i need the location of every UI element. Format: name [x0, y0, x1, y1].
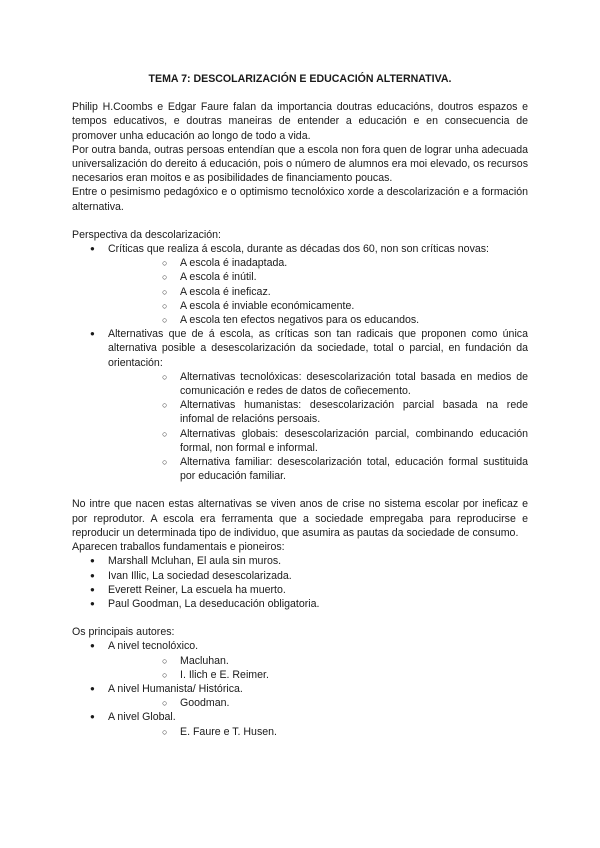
sub-list-item: ○ A escola é inútil. — [108, 270, 528, 284]
sub-list-item: ○ Alternativa familiar: desescolarización total, educación formal sustituida por educación familiar. — [108, 455, 528, 483]
crisis-paragraph: No intre que nacen estas alternativas se viven anos de crise no sistema escolar por ineficaz e por reprodutor. A escola era ferramenta que a sociedade empregaba para reproducirse e reproducir un determinada tipo de individuo, que asumira as pautas da sociedade de consumo. — [72, 498, 528, 539]
sub-list — [144, 725, 528, 739]
authors-heading: Os principais autores: — [72, 626, 175, 639]
list-item — [72, 710, 528, 738]
sub-list — [144, 696, 528, 710]
list-item-text: A nivel Global. — [108, 711, 176, 724]
sub-list-item: ○ A escola ten efectos negativos para os educandos. — [108, 313, 528, 327]
sub-list-item: ○ A escola é inviable económicamente. — [108, 299, 528, 313]
sub-list-item: ○ Alternativas globais: desescolarización parcial, combinando educación formal, non formal e informal. — [108, 427, 528, 455]
sub-list-item: ○ Goodman. — [108, 696, 528, 710]
sub-list-item: ○ Macluhan. — [108, 654, 528, 668]
intro-paragraph-3: Entre o pesimismo pedagóxico e o optimismo tecnolóxico xorde a descolarización e a formación alternativa. — [72, 186, 528, 213]
list-item-text: Críticas que realiza á escola, durante as décadas dos 60, non son críticas novas: — [108, 243, 490, 256]
sub-list-item: ○ A escola é inadaptada. — [108, 256, 528, 270]
list-item: ● Marshall Mcluhan, El aula sin muros. — [72, 554, 528, 568]
list-item — [72, 242, 528, 327]
sub-list — [144, 654, 528, 682]
sub-list — [144, 370, 528, 484]
sub-list-item: ○ Alternativas humanistas: desescolarización parcial basada na rede infomal de relacións persoais. — [108, 398, 528, 426]
intro-paragraph-2: Por outra banda, outras persoas entendían que a escola non fora quen de lograr unha adecuada universalización do dereito á educación, pois o número de alumnos era moi elevado, os recursos necesarios eran moitos e as posibilidades de financiamento poucas. — [72, 143, 528, 185]
document-title: TEMA 7: DESCOLARIZACIÓN E EDUCACIÓN ALTERNATIVA. — [148, 73, 452, 85]
list-item: ● Paul Goodman, La deseducación obligatoria. — [72, 597, 528, 611]
list-item-text: Alternativas que de á escola, as críticas son tan radicais que proponen como única alternativa posible a desescolarización da sociedade, total o parcial, en fundación da orientación: — [108, 328, 528, 369]
list-item-text: A nivel tecnolóxico. — [108, 640, 199, 653]
list-item — [72, 682, 528, 710]
list-item-text: A nivel Humanista/ Histórica. — [108, 682, 243, 695]
list-item — [72, 327, 528, 483]
list-item — [72, 639, 528, 682]
sub-list-item: ○ A escola é ineficaz. — [108, 285, 528, 299]
list-item: ● Everett Reiner, La escuela ha muerto. — [72, 583, 528, 597]
sub-list-item: ○ Alternativas tecnolóxicas: desescolarización total basada en medios de comunicación e redes de datos de coñecemento. — [108, 370, 528, 398]
perspective-list — [72, 242, 528, 483]
intro-paragraph-1: Philip H.Coombs e Edgar Faure falan da importancia doutras educacións, doutros espazos e tempos educativos, e doutras maneiras de entender a educación e en consecuencia de promover unha educación ao longo de todo a vida. — [72, 101, 528, 142]
sub-list-item: ○ I. Ilich e E. Reimer. — [108, 668, 528, 682]
authors-list — [72, 639, 528, 738]
sub-list — [144, 256, 528, 327]
perspective-heading: Perspectiva da descolarización: — [72, 228, 221, 241]
works-list — [72, 554, 528, 611]
list-item: ● Ivan Illic, La sociedad desescolarizada. — [72, 569, 528, 583]
sub-list-item: ○ E. Faure e T. Husen. — [108, 725, 528, 739]
document-page — [72, 72, 528, 739]
works-heading: Aparecen traballos fundamentais e pioneiros: — [72, 541, 285, 554]
